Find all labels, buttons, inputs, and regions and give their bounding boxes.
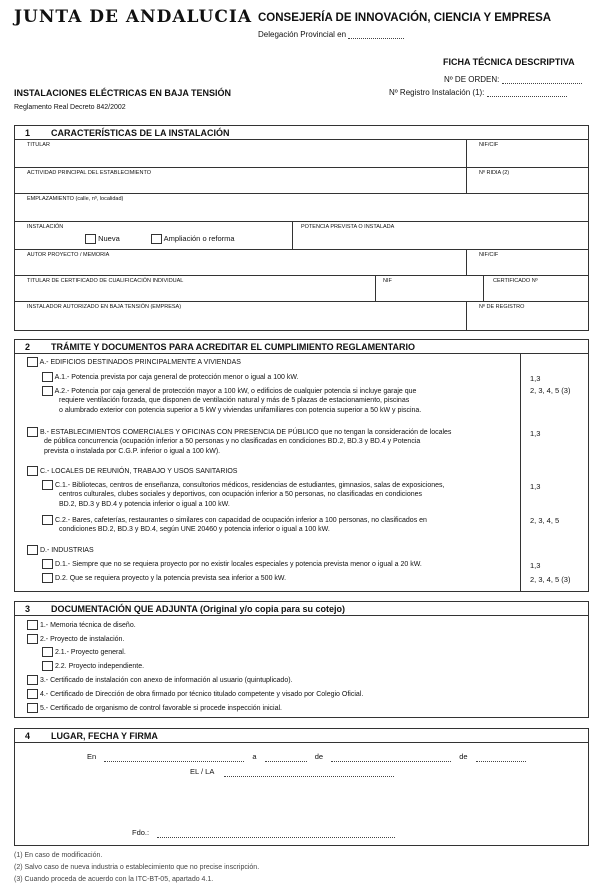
option-d2[interactable]: D.2. Que se requiera proyecto y la potencia prevista sea inferior a 500 kW. (42, 573, 286, 583)
doc-item-4[interactable]: 4.- Certificado de Dirección de obra firmado por técnico titulado competente y visado por Colegio Oficial. (27, 689, 363, 699)
ref-d2: 2, 3, 4, 5 (3) (530, 575, 571, 584)
autor-row[interactable]: AUTOR PROYECTO / MEMORIA NIF/CIF (15, 250, 588, 276)
instalacion-row: INSTALACIÓN Nueva Ampliación o reforma POTENCIA PREVISTA O INSTALADA (15, 222, 588, 250)
el-la-line: EL / LA (190, 767, 394, 777)
option-a1-checkbox[interactable] (42, 372, 53, 382)
option-d[interactable]: D.- INDUSTRIAS (27, 545, 94, 555)
certificado-row[interactable]: TITULAR DE CERTIFICADO DE CUALIFICACIÓN INDIVIDUAL NIF CERTIFICADO Nº (15, 276, 588, 302)
instalador-row[interactable]: INSTALADOR AUTORIZADO EN BAJA TENSIÓN (EMPRESA) Nº DE REGISTRO (15, 302, 588, 330)
nueva-option[interactable]: Nueva (85, 234, 120, 244)
firma-line: Fdo.: (132, 828, 395, 838)
doc-item-1[interactable]: 1.- Memoria técnica de diseño. (27, 620, 136, 630)
doc-item-3[interactable]: 3.- Certificado de instalación con anexo de información al usuario (quintuplicado). (27, 675, 293, 685)
firma-field[interactable] (157, 830, 395, 838)
doc-4-checkbox[interactable] (27, 689, 38, 699)
doc-1-checkbox[interactable] (27, 620, 38, 630)
ref-a1: 1,3 (530, 374, 541, 383)
doc-item-2-1[interactable]: 2.1.- Proyecto general. (42, 647, 126, 657)
ref-c2: 2, 3, 4, 5 (530, 516, 560, 525)
delegacion-label: Delegación Provincial en (258, 30, 404, 39)
option-a2-checkbox[interactable] (42, 386, 53, 396)
option-c-checkbox[interactable] (27, 466, 38, 476)
actividad-row[interactable]: ACTIVIDAD PRINCIPAL DEL ESTABLECIMIENTO Nº RIDIA (2) (15, 168, 588, 194)
ref-c1: 1,3 (530, 482, 541, 491)
registro-label: Nº Registro Instalación (1): (389, 88, 567, 97)
doc-2-2-checkbox[interactable] (42, 661, 53, 671)
option-b-checkbox[interactable] (27, 427, 38, 437)
el-la-field[interactable] (224, 769, 394, 777)
anio-field[interactable] (476, 754, 526, 762)
ficha-title: FICHA TÉCNICA DESCRIPTIVA (443, 57, 575, 67)
option-d2-checkbox[interactable] (42, 573, 53, 583)
lugar-field[interactable] (104, 754, 244, 762)
option-c1-checkbox[interactable] (42, 480, 53, 490)
footnote-2: (2) Salvo caso de nueva industria o establecimiento que no precise inscripción. (14, 864, 260, 871)
titular-row[interactable]: TITULAR NIF/CIF (15, 140, 588, 168)
delegacion-field[interactable] (348, 31, 404, 39)
option-c[interactable]: C.- LOCALES DE REUNIÓN, TRABAJO Y USOS SANITARIOS (27, 466, 237, 476)
doc-3-checkbox[interactable] (27, 675, 38, 685)
option-a-checkbox[interactable] (27, 357, 38, 367)
doc-item-2[interactable]: 2.- Proyecto de instalación. (27, 634, 124, 644)
mes-field[interactable] (331, 754, 451, 762)
ampliacion-option[interactable]: Ampliación o reforma (151, 234, 235, 244)
doc-2-checkbox[interactable] (27, 634, 38, 644)
doc-2-1-checkbox[interactable] (42, 647, 53, 657)
section-3 (14, 601, 589, 718)
emplazamiento-row[interactable]: EMPLAZAMIENTO (calle, nº, localidad) (15, 194, 588, 222)
section-1-header: 1 CARACTERÍSTICAS DE LA INSTALACIÓN (15, 126, 588, 140)
option-c1[interactable]: C.1.- Bibliotecas, centros de enseñanza, consultorios médicos, residencias de estudiantes, gimnasios, salas de exposiciones, centros culturales, clubes sociales y deportivos, con ocupación inferior a 50 personas, no clasificadas en condiciones BD.2, BD.3 y BD.4 y potencia inferior o igual a 100 kW. (42, 480, 517, 509)
option-d-checkbox[interactable] (27, 545, 38, 555)
document-title: INSTALACIONES ELÉCTRICAS EN BAJA TENSIÓN (14, 88, 232, 98)
logo: JUNTA DE ANDALUCIA (14, 7, 253, 27)
option-a2[interactable]: A.2.- Potencia por caja general de protección mayor a 100 kW, o edificios de cualquier potencia si incluye garaje que requiere ventilación forzada, que disponen de ventilación natural y más de 5 plazas de estacionamiento, piscinas o alumbrado exterior con potencia superior a 5 kW y viviendas unifamiliares con potencia superior a 50 kW y piscina. (42, 386, 517, 415)
ref-d1: 1,3 (530, 561, 541, 570)
doc-item-2-2[interactable]: 2.2. Proyecto independiente. (42, 661, 144, 671)
consejeria-title: CONSEJERÍA DE INNOVACIÓN, CIENCIA Y EMPRESA (258, 12, 552, 24)
lugar-fecha-line: En a de de (87, 752, 526, 762)
footnote-3: (3) Cuando proceda de acuerdo con la ITC-BT-05, apartado 4.1. (14, 876, 214, 883)
section-1 (14, 125, 589, 331)
ampliacion-checkbox[interactable] (151, 234, 162, 244)
option-d1-checkbox[interactable] (42, 559, 53, 569)
section-2-header: 2 TRÁMITE Y DOCUMENTOS PARA ACREDITAR EL CUMPLIMIENTO REGLAMENTARIO (15, 340, 588, 354)
ref-a2: 2, 3, 4, 5 (3) (530, 386, 571, 395)
doc-5-checkbox[interactable] (27, 703, 38, 713)
footnote-1: (1) En caso de modificación. (14, 852, 103, 859)
nueva-checkbox[interactable] (85, 234, 96, 244)
registro-field[interactable] (487, 89, 567, 97)
doc-item-5[interactable]: 5.- Certificado de organismo de control favorable si procede inspección inicial. (27, 703, 282, 713)
option-c2[interactable]: C.2.- Bares, cafeterías, restaurantes o similares con capacidad de ocupación inferior a 100 personas, no clasificados en condiciones BD.2, BD.3 y BD.4, según UNE 20460 y potencia inferior o igual a 100 kW. (42, 515, 517, 535)
ref-b: 1,3 (530, 429, 541, 438)
orden-field[interactable] (502, 76, 582, 84)
section-4-header: 4 LUGAR, FECHA Y FIRMA (15, 729, 588, 743)
option-a1[interactable]: A.1.- Potencia prevista por caja general de protección menor o igual a 100 kW. (42, 372, 299, 382)
section-3-header: 3 DOCUMENTACIÓN QUE ADJUNTA (Original y/o copia para su cotejo) (15, 602, 588, 616)
option-b[interactable]: B.- ESTABLECIMIENTOS COMERCIALES Y OFICINAS CON PRESENCIA DE PÚBLICO que no tengan la consideración de locales de pública concurrencia (ocupación inferior a 50 personas y no clasificadas en condiciones BD.2, BD.3 y BD.4 y Potencia prevista o instalada por C.G.P. inferior o igual a 100 kW). (27, 427, 522, 456)
option-a[interactable]: A.- EDIFICIOS DESTINADOS PRINCIPALMENTE A VIVIENDAS (27, 357, 241, 367)
orden-label: Nº DE ORDEN: (444, 75, 582, 84)
option-d1[interactable]: D.1.- Siempre que no se requiera proyecto por no existir locales especiales y potencia prevista menor o igual a 20 kW. (42, 559, 422, 569)
reglamento-label: Reglamento Real Decreto 842/2002 (14, 104, 126, 111)
dia-field[interactable] (265, 754, 307, 762)
option-c2-checkbox[interactable] (42, 515, 53, 525)
